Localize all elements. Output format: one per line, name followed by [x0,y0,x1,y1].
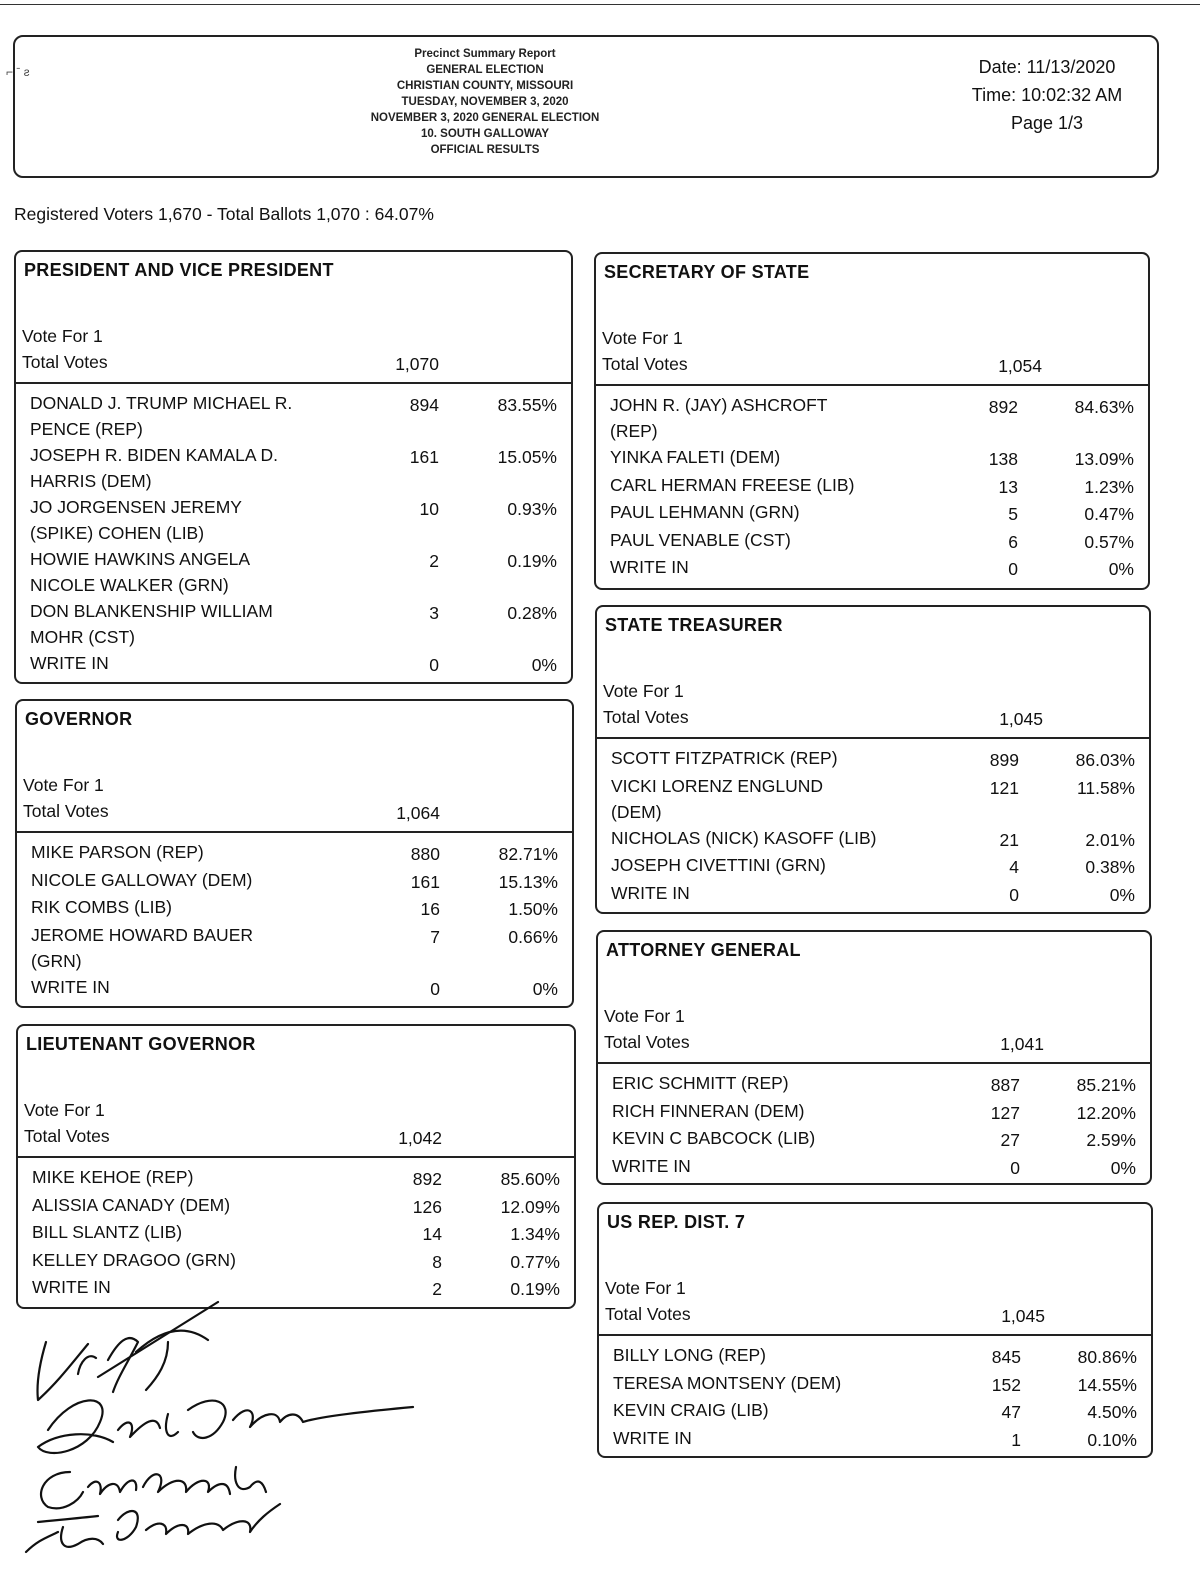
candidate-name [610,527,791,553]
candidate-name-line: WRITE IN [610,557,689,577]
candidate-name-line: MOHR (CST) [30,627,135,647]
candidate-votes: 892 [412,1169,442,1189]
candidate-votes: 2 [432,1279,442,1299]
candidate-name-line: JOHN R. (JAY) ASHCROFT [610,395,828,415]
county-name: CHRISTIAN COUNTY, MISSOURI [396,80,574,92]
precinct-name: 10. SOUTH GALLOWAY [420,128,549,140]
race-title: ATTORNEY GENERAL [606,940,801,960]
candidate-name-line: WRITE IN [611,882,690,903]
candidate-percent: 13.09% [1074,449,1134,469]
candidate-name-line: JEROME HOWARD BAUER [31,924,254,945]
candidate-name-line: MIKE PARSON (REP) [31,842,204,862]
scan-mark: ⌐ ˉ ƨ [6,65,30,79]
race-title: PRESIDENT AND VICE PRESIDENT [24,260,334,280]
header-rule [599,1334,1151,1336]
candidate-percent: 0.28% [507,603,557,623]
candidate-name [31,867,252,893]
candidate-percent: 12.09% [500,1196,560,1217]
candidate-name-line: CARL HERMAN FREESE (LIB) [610,474,855,495]
candidate-name-line: KELLEY DRAGOO (GRN) [32,1249,236,1270]
candidate-name-line: JOSEPH CIVETTINI (GRN) [611,855,826,875]
candidate-votes: 47 [1001,1402,1021,1422]
candidate-percent: 15.05% [497,447,557,467]
candidate-name-line: SCOTT FITZPATRICK (REP) [611,748,838,768]
candidate-percent: 0% [1109,884,1135,905]
candidate-name-line: DONALD J. TRUMP MICHAEL R. [30,393,293,413]
candidate-percent: 84.63% [1074,397,1134,417]
candidate-votes: 152 [991,1374,1021,1395]
race-title: US REP. DIST. 7 [607,1212,746,1232]
candidate-votes: 887 [990,1075,1020,1095]
candidate-percent: 85.60% [500,1169,560,1189]
race-president [14,250,573,684]
total-votes-value: 1,041 [1000,1034,1044,1054]
candidate-name [611,773,823,825]
header-rule [18,1156,574,1158]
report-title: Precinct Summary Report [414,48,556,60]
candidate-name-line: HARRIS (DEM) [30,471,152,491]
page-number: Page 1/3 [1010,113,1084,133]
candidate-name-line: (REP) [610,421,658,441]
candidate-name [30,494,242,546]
candidate-name [31,894,172,920]
candidate-name-line: (SPIKE) COHEN (LIB) [30,523,205,543]
candidate-name-line: ALISSIA CANADY (DEM) [32,1194,231,1215]
vote-for-label: Vote For 1 [604,1006,685,1026]
total-votes-value: 1,042 [398,1128,442,1148]
total-votes-label: Total Votes [604,1032,690,1052]
race-lieutenant-governor [16,1024,576,1309]
candidate-name-line: VICKI LORENZ ENGLUND [611,775,823,796]
vote-for-label: Vote For 1 [605,1278,686,1298]
candidate-votes: 1 [1011,1429,1021,1450]
candidate-name-line: TERESA MONTSENY (DEM) [613,1372,842,1393]
candidate-name-line: BILLY LONG (REP) [613,1345,767,1365]
candidate-name-line: WRITE IN [30,653,109,673]
candidate-votes: 0 [1009,884,1019,905]
candidate-name [32,1219,182,1245]
candidate-percent: 86.03% [1075,750,1135,770]
candidate-name-line: RICH FINNERAN (DEM) [612,1100,805,1121]
candidate-name [612,1098,805,1124]
candidate-percent: 1.50% [508,899,558,919]
candidate-percent: 0.77% [510,1251,560,1272]
candidate-votes: 13 [998,476,1018,497]
candidate-name [613,1397,769,1423]
vote-for-label: Vote For 1 [24,1100,105,1120]
race-governor [15,699,574,1008]
candidate-name-line: PAUL LEHMANN (GRN) [610,502,800,522]
candidate-name-line: PENCE (REP) [30,419,143,439]
candidate-percent: 0.66% [508,926,558,947]
candidate-percent: 2.59% [1086,1130,1136,1150]
candidate-votes: 21 [999,829,1019,850]
candidate-votes: 5 [1008,504,1018,524]
results-status: OFFICIAL RESULTS [430,144,540,156]
candidate-name [611,825,876,851]
report-meta [947,53,1147,137]
top-rule [0,4,1200,5]
candidate-name-line: NICHOLAS (NICK) KASOFF (LIB) [611,827,877,848]
total-votes-value: 1,045 [1001,1306,1045,1326]
candidate-percent: 0% [532,978,558,999]
report-title-block [315,46,655,158]
candidate-votes: 7 [430,926,440,947]
candidate-votes: 16 [420,899,440,919]
signatures-image [18,1282,438,1572]
header-rule [597,737,1149,739]
election-name: GENERAL ELECTION [426,64,544,76]
candidate-percent: 15.13% [498,871,558,892]
candidate-name [31,922,253,974]
header-rule [596,384,1148,386]
election-full-name: NOVEMBER 3, 2020 GENERAL ELECTION [370,112,600,124]
candidate-name-line: KEVIN C BABCOCK (LIB) [612,1128,816,1148]
candidate-name-line: WRITE IN [31,976,110,997]
candidate-votes: 138 [988,449,1018,469]
total-votes-value: 1,064 [396,803,440,823]
candidate-name-line: WRITE IN [32,1277,111,1297]
report-time: Time: 10:02:32 AM [971,85,1123,105]
candidate-name-line: BILL SLANTZ (LIB) [32,1222,183,1242]
candidate-name [610,472,854,498]
candidate-votes: 161 [409,447,439,467]
candidate-votes: 3 [429,603,439,623]
candidate-votes: 0 [1008,559,1018,579]
candidate-name [31,974,110,1000]
candidate-percent: 0.19% [510,1279,560,1299]
candidate-votes: 6 [1008,531,1018,552]
candidate-votes: 126 [412,1196,442,1217]
report-date: Date: 11/13/2020 [978,57,1116,77]
vote-for-label: Vote For 1 [603,681,684,701]
candidate-name-line: (DEM) [611,801,662,822]
candidate-percent: 4.50% [1087,1402,1137,1422]
candidate-name-line: WRITE IN [612,1155,691,1176]
candidate-name [610,554,689,580]
candidate-name [611,852,826,878]
candidate-percent: 85.21% [1076,1075,1136,1095]
candidate-percent: 0.38% [1085,857,1135,877]
candidate-name-line: JOSEPH R. BIDEN KAMALA D. [30,445,278,465]
candidate-percent: 0% [531,655,557,675]
candidate-votes: 27 [1000,1130,1020,1150]
registered-voters-summary: Registered Voters 1,670 - Total Ballots 1,070 : 64.07% [14,204,434,224]
race-secretary-of-state [594,252,1150,590]
header-rule [17,831,572,833]
candidate-votes: 899 [989,750,1019,770]
candidate-name-line: KEVIN CRAIG (LIB) [613,1400,769,1420]
candidate-percent: 0.47% [1084,504,1134,524]
race-state-treasurer [595,605,1151,914]
candidate-name [30,650,109,676]
total-votes-label: Total Votes [22,352,108,372]
header-rule [598,1062,1150,1064]
candidate-name-line: NICOLE GALLOWAY (DEM) [31,869,253,890]
candidate-name [32,1247,236,1273]
candidate-votes: 161 [410,871,440,892]
candidate-name-line: NICOLE WALKER (GRN) [30,575,229,595]
candidate-percent: 1.23% [1084,476,1134,497]
candidate-name-line: DON BLANKENSHIP WILLIAM [30,601,273,621]
candidate-name-line: JO JORGENSEN JEREMY [30,497,242,517]
candidate-votes: 127 [990,1102,1020,1123]
candidate-name-line: RIK COMBS (LIB) [31,897,172,917]
candidate-votes: 8 [432,1251,442,1272]
candidate-name-line: YINKA FALETI (DEM) [610,447,781,467]
candidate-name-line: HOWIE HAWKINS ANGELA [30,549,251,569]
candidate-percent: 14.55% [1077,1374,1137,1395]
candidate-name [30,442,278,494]
candidate-percent: 12.20% [1076,1102,1136,1123]
candidate-name-line: ERIC SCHMITT (REP) [612,1073,789,1093]
candidate-percent: 0.57% [1084,531,1134,552]
candidate-name-line: PAUL VENABLE (CST) [610,529,791,550]
candidate-name [610,392,827,444]
total-votes-label: Total Votes [23,801,109,821]
candidate-name [31,839,204,865]
candidate-votes: 0 [430,978,440,999]
candidate-percent: 83.55% [497,395,557,415]
report-header [13,35,1159,178]
candidate-name [612,1070,789,1096]
total-votes-value: 1,045 [999,709,1043,729]
total-votes-label: Total Votes [603,707,689,727]
candidate-votes: 10 [419,499,439,519]
candidate-name [610,444,780,470]
candidate-votes: 0 [429,655,439,675]
candidate-name [32,1164,193,1190]
candidate-name [30,390,292,442]
total-votes-value: 1,070 [395,354,439,374]
candidate-name [613,1370,841,1396]
candidate-name [30,546,250,598]
candidate-name [613,1342,766,1368]
candidate-votes: 4 [1009,857,1019,877]
candidate-percent: 0.93% [507,499,557,519]
candidate-name [612,1125,815,1151]
candidate-votes: 0 [1010,1157,1020,1178]
candidate-percent: 0.19% [507,551,557,571]
race-title: STATE TREASURER [605,615,783,635]
candidate-name [30,598,273,650]
total-votes-label: Total Votes [24,1126,110,1146]
candidate-name [610,499,800,525]
candidate-percent: 1.34% [510,1224,560,1244]
candidate-name-line: (GRN) [31,950,82,971]
candidate-votes: 14 [422,1224,442,1244]
candidate-name-line: MIKE KEHOE (REP) [32,1167,194,1187]
candidate-votes: 894 [409,395,439,415]
candidate-votes: 2 [429,551,439,571]
race-us-rep-dist-7 [597,1202,1153,1458]
header-rule [16,382,571,384]
candidate-votes: 880 [410,844,440,864]
total-votes-value: 1,054 [998,356,1042,376]
candidate-votes: 892 [988,397,1018,417]
vote-for-label: Vote For 1 [22,326,103,346]
race-title: LIEUTENANT GOVERNOR [26,1034,256,1054]
candidate-percent: 11.58% [1076,777,1135,798]
candidate-name [611,880,690,906]
candidate-name [611,745,838,771]
race-title: GOVERNOR [25,709,133,729]
candidate-percent: 80.86% [1077,1347,1137,1367]
candidate-name [612,1153,691,1179]
candidate-percent: 0.10% [1087,1429,1137,1450]
total-votes-label: Total Votes [605,1304,691,1324]
vote-for-label: Vote For 1 [602,328,683,348]
race-attorney-general [596,930,1152,1185]
candidate-name [613,1425,692,1451]
candidate-percent: 2.01% [1085,829,1135,850]
candidate-name [32,1192,230,1218]
race-title: SECRETARY OF STATE [604,262,810,282]
election-date: TUESDAY, NOVEMBER 3, 2020 [401,96,569,108]
candidate-percent: 0% [1110,1157,1136,1178]
candidate-votes: 121 [989,777,1019,798]
vote-for-label: Vote For 1 [23,775,104,795]
candidate-percent: 82.71% [498,844,558,864]
candidate-votes: 845 [991,1347,1021,1367]
total-votes-label: Total Votes [602,354,688,374]
candidate-percent: 0% [1108,559,1134,579]
candidate-name-line: WRITE IN [613,1427,692,1448]
